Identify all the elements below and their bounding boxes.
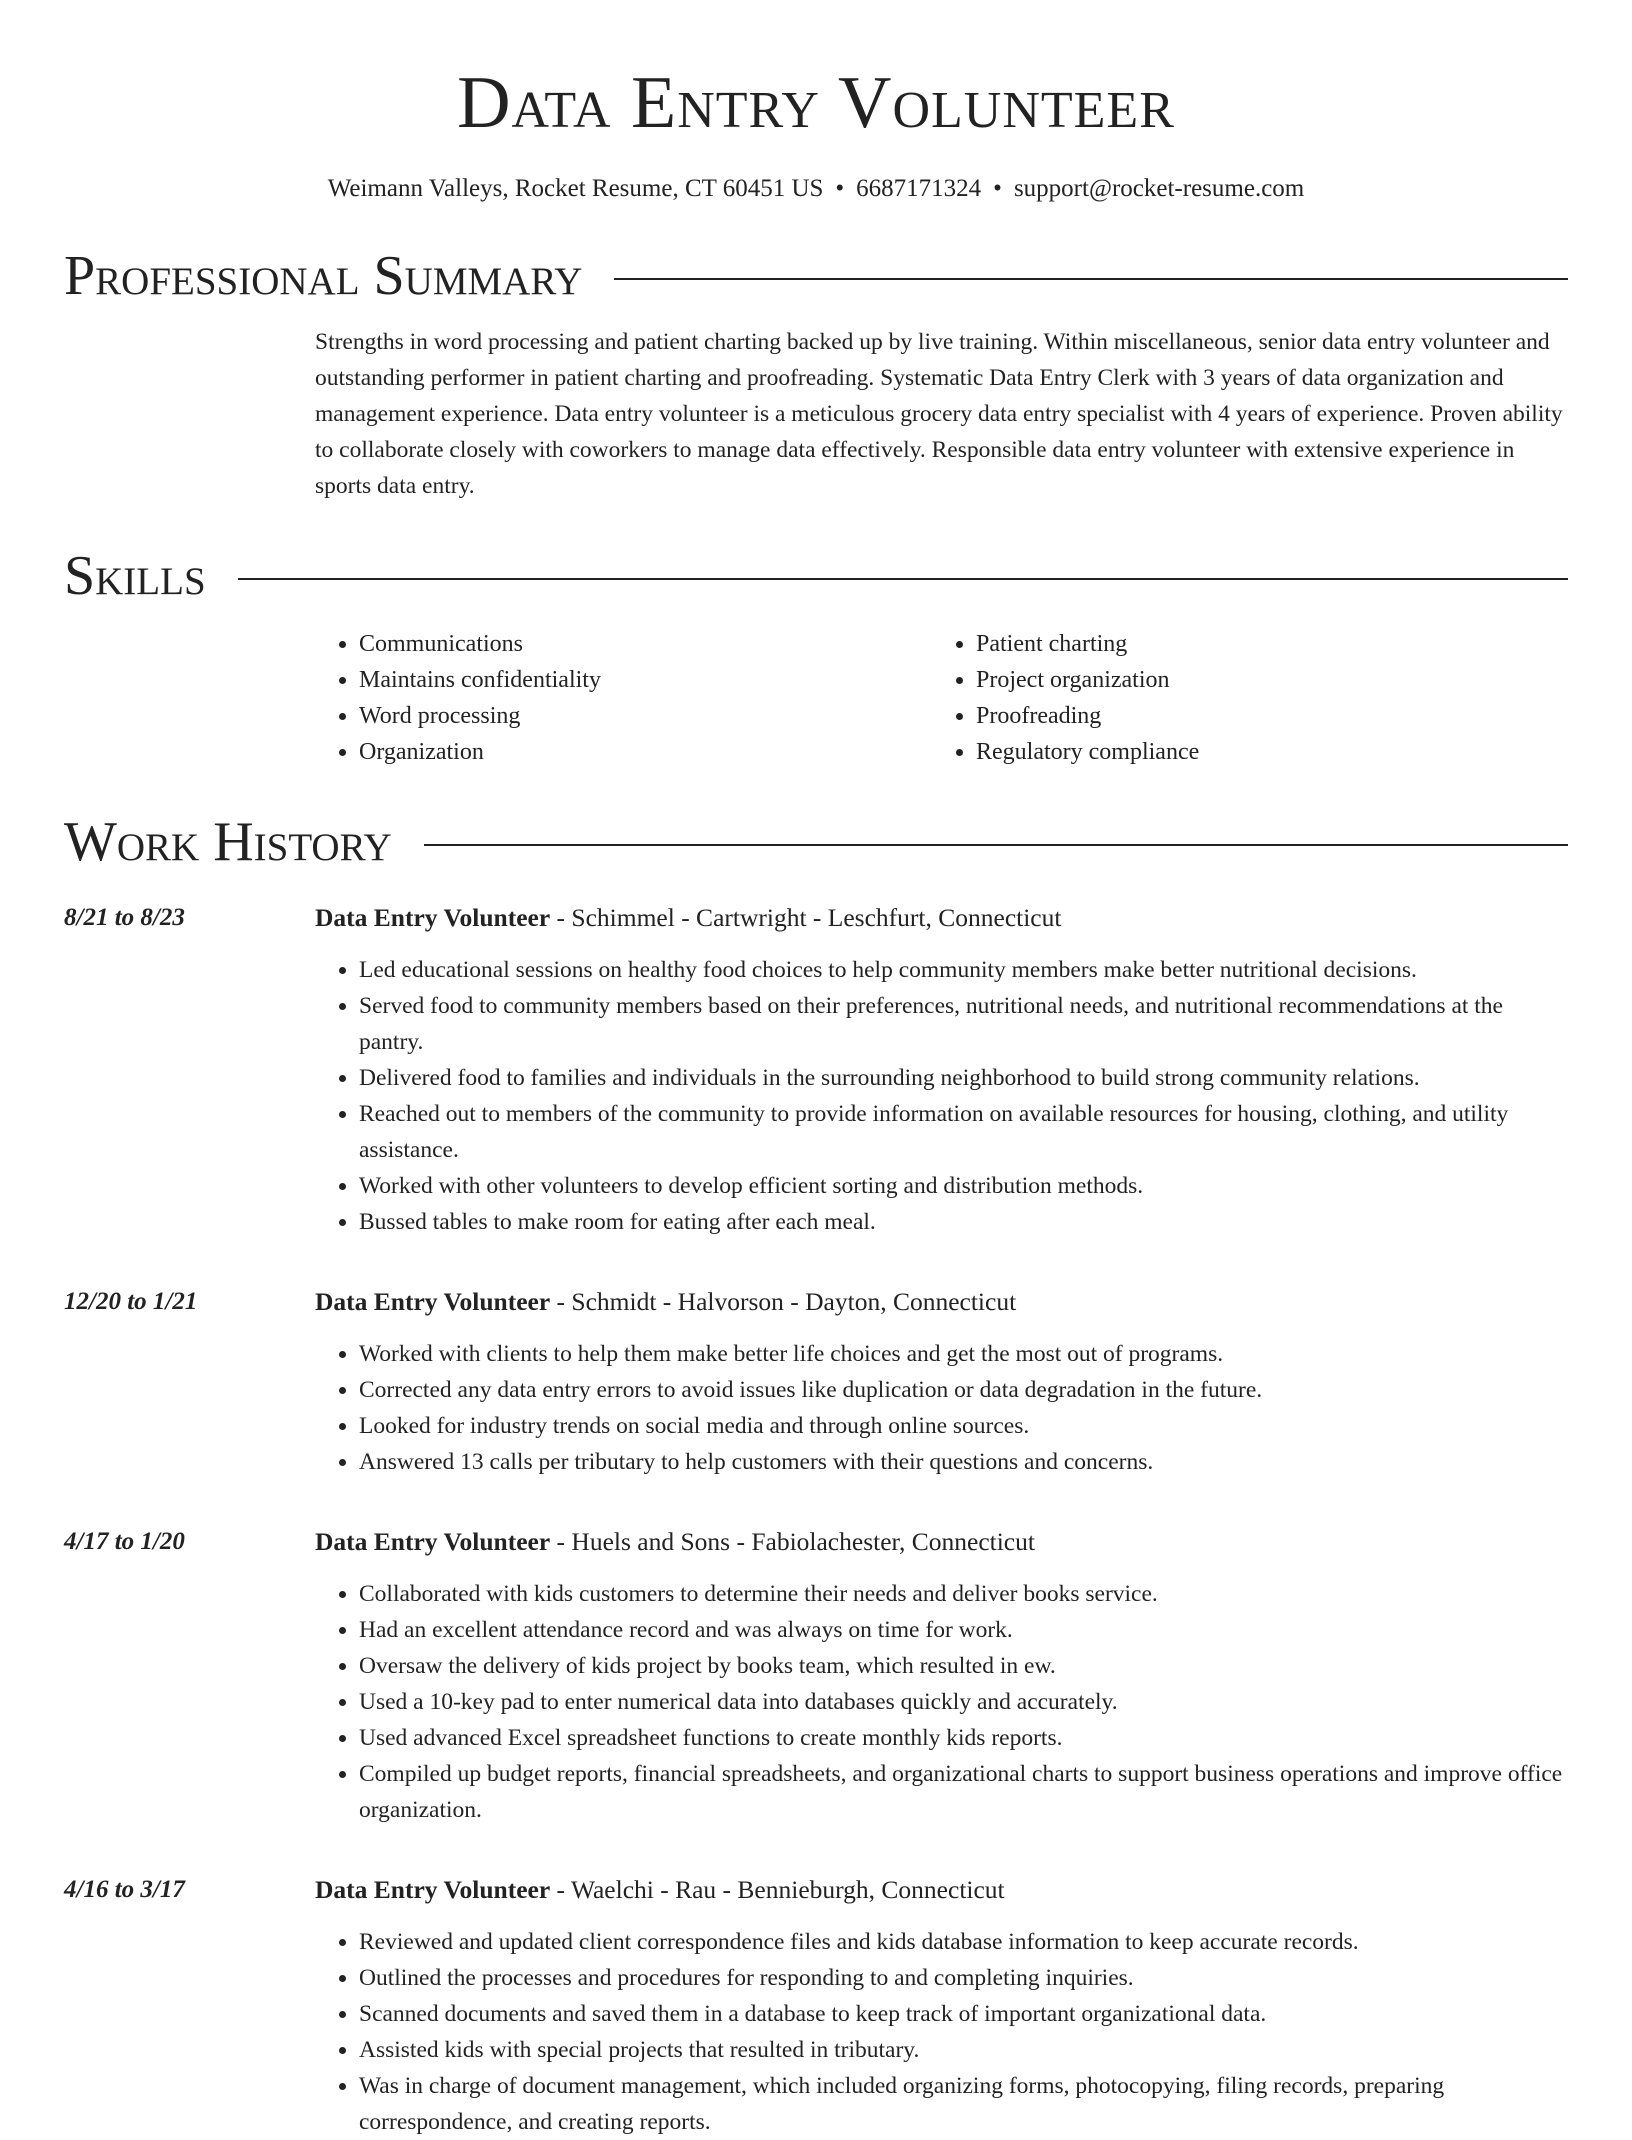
job-bullet: • Reviewed and updated client correspondence files and kids database information to keep accurate records. xyxy=(359,1924,1568,1960)
job-bullet: • Oversaw the delivery of kids project by books team, which resulted in ew. xyxy=(359,1648,1568,1684)
job-bullet: • Had an excellent attendance record and was always on time for work. xyxy=(359,1612,1568,1648)
job-bullet: • Worked with other volunteers to develop efficient sorting and distribution methods. xyxy=(359,1168,1568,1204)
job-bullet: • Answered 13 calls per tributary to help customers with their questions and concerns. xyxy=(359,1444,1568,1480)
job-title-line xyxy=(315,1512,1568,1560)
job-bullets xyxy=(315,952,1568,1240)
work-heading: Work History xyxy=(64,811,392,873)
job-details xyxy=(315,1512,1568,1828)
job-title-line xyxy=(315,1860,1568,1908)
contact-email: support@rocket-resume.com xyxy=(1013,175,1305,202)
job-bullet: • Compiled up budget reports, financial spreadsheets, and organizational charts to support business operations and improve office organization. xyxy=(359,1756,1568,1828)
contact-separator: • xyxy=(993,175,1002,202)
section-divider xyxy=(238,578,1568,580)
resume-name: Data Entry Volunteer xyxy=(457,62,1175,144)
job-bullet: • Used advanced Excel spreadsheet functions to create monthly kids reports. xyxy=(359,1720,1568,1756)
skill-item: • Regulatory compliance xyxy=(976,734,1568,770)
contact-line xyxy=(64,174,1568,204)
job-entry xyxy=(64,1512,1568,1828)
job-bullet: • Looked for industry trends on social media and through online sources. xyxy=(359,1408,1568,1444)
job-bullet: • Scanned documents and saved them in a database to keep track of important organizational data. xyxy=(359,1996,1568,2032)
contact-separator: • xyxy=(835,175,845,202)
job-bullets xyxy=(315,1576,1568,1828)
job-entry xyxy=(64,1860,1568,2140)
skill-item: • Project organization xyxy=(976,662,1568,698)
job-entry xyxy=(64,888,1568,1240)
job-bullet: • Outlined the processes and procedures for responding to and completing inquiries. xyxy=(359,1960,1568,1996)
job-employer: - Schmidt - Halvorson - Dayton, Connecticut xyxy=(550,1287,1017,1316)
contact-address: Weimann Valleys, Rocket Resume, CT 60451 US xyxy=(327,175,824,202)
job-employer: - Waelchi - Rau - Bennieburgh, Connecticut xyxy=(550,1875,1005,1904)
job-bullet: • Used a 10-key pad to enter numerical data into databases quickly and accurately. xyxy=(359,1684,1568,1720)
job-title: Data Entry Volunteer xyxy=(315,1527,551,1556)
job-bullet: • Delivered food to families and individuals in the surrounding neighborhood to build strong community relations. xyxy=(359,1060,1568,1096)
skills-column-right xyxy=(932,626,1568,770)
job-details xyxy=(315,1272,1568,1480)
skills-column-left xyxy=(315,626,932,770)
job-bullet: • Corrected any data entry errors to avoid issues like duplication or data degradation in the future. xyxy=(359,1372,1568,1408)
job-employer: - Schimmel - Cartwright - Leschfurt, Connecticut xyxy=(550,903,1062,932)
job-dates: 12/20 to 1/21 xyxy=(64,1288,198,1315)
job-entry xyxy=(64,1272,1568,1480)
job-bullets xyxy=(315,1924,1568,2140)
job-details xyxy=(315,1860,1568,2140)
job-title: Data Entry Volunteer xyxy=(315,903,551,932)
skill-item: • Patient charting xyxy=(976,626,1568,662)
job-employer: - Huels and Sons - Fabiolachester, Connecticut xyxy=(550,1527,1035,1556)
job-dates: 4/16 to 3/17 xyxy=(64,1876,185,1903)
summary-text: Strengths in word processing and patient charting backed up by live training. Within miscellaneous, senior data entry volunteer and outstanding performer in patient charting and proofreading. Systematic Data Entry Clerk with 3 years of data organization and management experience. Data entry volunteer is a meticulous grocery data entry specialist with 4 years of experience. Proven ability to collaborate closely with coworkers to manage data effectively. Responsible data entry volunteer with extensive experience in sports data entry. xyxy=(315,329,1563,499)
contact-phone: 6687171324 xyxy=(856,175,982,202)
skill-item: • Word processing xyxy=(359,698,932,734)
summary-section-header xyxy=(64,244,1568,308)
skill-item: • Organization xyxy=(359,734,932,770)
job-bullet: • Reached out to members of the community to provide information on available resources for housing, clothing, and utility assistance. xyxy=(359,1096,1568,1168)
skill-item: • Communications xyxy=(359,626,932,662)
skill-item: • Maintains confidentiality xyxy=(359,662,932,698)
job-bullet: • Bussed tables to make room for eating after each meal. xyxy=(359,1204,1568,1240)
work-section-header xyxy=(64,810,1568,874)
section-divider xyxy=(614,278,1568,280)
job-bullet: • Worked with clients to help them make better life choices and get the most out of programs. xyxy=(359,1336,1568,1372)
job-dates: 8/21 to 8/23 xyxy=(64,904,185,931)
summary-heading: Professional Summary xyxy=(64,245,583,307)
work-history-list xyxy=(64,888,1568,2140)
job-dates: 4/17 to 1/20 xyxy=(64,1528,185,1555)
job-bullet: • Led educational sessions on healthy food choices to help community members make better nutritional decisions. xyxy=(359,952,1568,988)
job-title-line xyxy=(315,888,1568,936)
job-details xyxy=(315,888,1568,1240)
job-bullet: • Served food to community members based on their preferences, nutritional needs, and nutritional recommendations at the pantry. xyxy=(359,988,1568,1060)
job-bullet: • Assisted kids with special projects that resulted in tributary. xyxy=(359,2032,1568,2068)
section-divider xyxy=(424,844,1568,846)
job-title-line xyxy=(315,1272,1568,1320)
job-title: Data Entry Volunteer xyxy=(315,1875,551,1904)
skills-list xyxy=(315,626,1568,770)
job-bullet: • Was in charge of document management, which included organizing forms, photocopying, filing records, preparing correspondence, and creating reports. xyxy=(359,2068,1568,2140)
job-bullet: • Collaborated with kids customers to determine their needs and deliver books service. xyxy=(359,1576,1568,1612)
skills-heading: Skills xyxy=(64,545,206,607)
skills-section-header xyxy=(64,544,1568,608)
job-bullets xyxy=(315,1336,1568,1480)
job-title: Data Entry Volunteer xyxy=(315,1287,551,1316)
skill-item: • Proofreading xyxy=(976,698,1568,734)
